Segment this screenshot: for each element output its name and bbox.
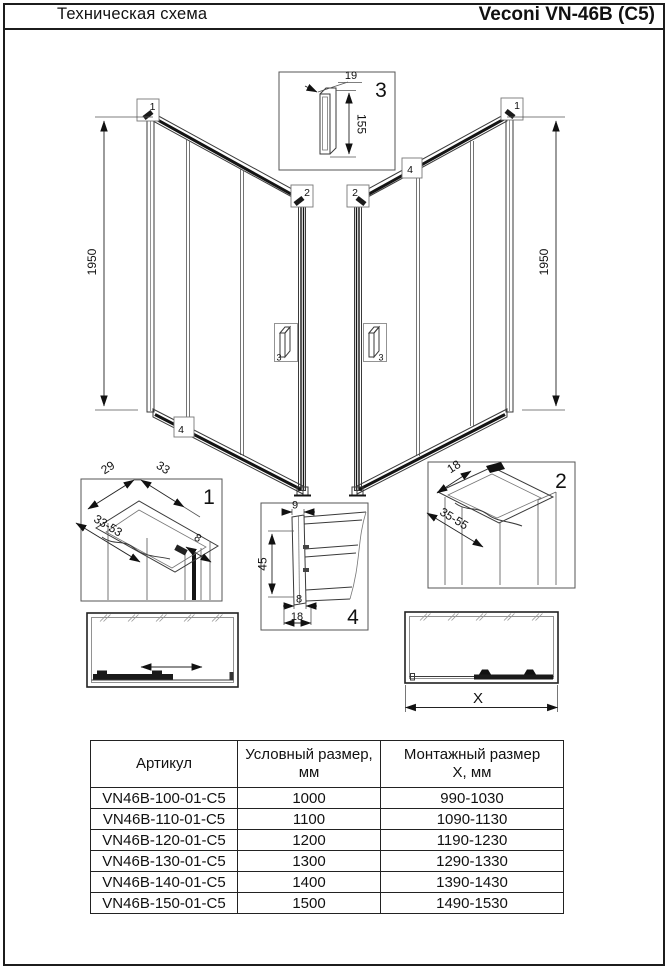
detail-2-dim-depth: 18 <box>444 457 464 477</box>
detail-2-number: 2 <box>555 470 567 493</box>
detail-1-wall-profile-left <box>76 458 222 601</box>
nominal-size-cell: 1100 <box>238 809 381 830</box>
detail-3-handle <box>279 70 395 170</box>
detail-3-height-dim: 155 <box>354 113 369 135</box>
x-dimension-label: X <box>472 690 484 707</box>
front-view-left <box>87 613 238 687</box>
col-header-article: Артикул <box>91 741 238 788</box>
right-height-dim: 1950 <box>537 248 551 276</box>
col-header-mounting: Монтажный размер Х, мм <box>381 741 564 788</box>
callout-4-label: 4 <box>178 424 184 436</box>
detail-1-dim-gap: 8 <box>191 531 204 546</box>
nominal-size-cell: 1200 <box>238 830 381 851</box>
mounting-size-cell: 990-1030 <box>381 788 564 809</box>
article-cell: VN46B-100-01-C5 <box>91 788 238 809</box>
detail-2-dim-range: 35-55 <box>437 504 471 533</box>
table-row <box>91 830 564 851</box>
door-handle-left <box>275 324 298 363</box>
detail-4-dim-bottom: 8 <box>295 593 303 606</box>
article-cell: VN46B-150-01-C5 <box>91 893 238 914</box>
detail-4-number: 4 <box>347 606 359 629</box>
detail-4-dim-depth: 18 <box>290 611 304 623</box>
article-cell: VN46B-110-01-C5 <box>91 809 238 830</box>
mounting-size-cell: 1290-1330 <box>381 851 564 872</box>
product-title: Veconi VN-46B (C5) <box>478 3 655 25</box>
size-table <box>90 740 564 914</box>
table-row <box>91 872 564 893</box>
col-header-nominal: Условный размер, мм <box>238 741 381 788</box>
mounting-size-cell: 1390-1430 <box>381 872 564 893</box>
detail-1-number: 1 <box>203 486 215 509</box>
detail-3-width-dim: 19 <box>344 70 358 82</box>
table-row <box>91 788 564 809</box>
detail-2-wall-profile-right <box>427 457 575 588</box>
technical-drawing <box>0 30 668 736</box>
detail-4-dim-height: 45 <box>255 557 270 571</box>
size-table-container <box>90 740 564 914</box>
article-cell: VN46B-140-01-C5 <box>91 872 238 893</box>
title-bar <box>3 3 665 30</box>
callout-2-label: 2 <box>352 187 358 199</box>
nominal-size-cell: 1000 <box>238 788 381 809</box>
callout-1-label: 1 <box>514 100 520 112</box>
detail-1-dim-29: 29 <box>98 458 118 478</box>
door-handle-right <box>364 324 387 363</box>
mounting-size-cell: 1090-1130 <box>381 809 564 830</box>
detail-1-dim-33: 33 <box>153 458 173 478</box>
callout-1-label: 1 <box>149 101 156 113</box>
mounting-size-cell: 1190-1230 <box>381 830 564 851</box>
article-cell: VN46B-130-01-C5 <box>91 851 238 872</box>
nominal-size-cell: 1400 <box>238 872 381 893</box>
detail-4-dim-top: 9 <box>291 499 299 512</box>
table-row <box>91 809 564 830</box>
callout-2-label: 2 <box>304 187 310 199</box>
nominal-size-cell: 1300 <box>238 851 381 872</box>
mounting-size-cell: 1490-1530 <box>381 893 564 914</box>
nominal-size-cell: 1500 <box>238 893 381 914</box>
callout-box-4 <box>174 417 194 437</box>
document-title: Техническая схема <box>57 5 208 23</box>
callout-3-label: 3 <box>378 352 384 363</box>
table-row <box>91 851 564 872</box>
front-view-right <box>405 612 558 712</box>
callout-3-label: 3 <box>276 352 282 363</box>
left-height-dim: 1950 <box>85 248 99 276</box>
table-row <box>91 893 564 914</box>
detail-1-dim-range: 33-53 <box>91 511 125 540</box>
table-header-row <box>91 741 564 788</box>
article-cell: VN46B-120-01-C5 <box>91 830 238 851</box>
callout-4-label: 4 <box>407 164 413 176</box>
detail-4-rail-profile <box>256 500 369 631</box>
detail-3-number: 3 <box>375 79 387 102</box>
callout-box-2 <box>347 185 369 207</box>
